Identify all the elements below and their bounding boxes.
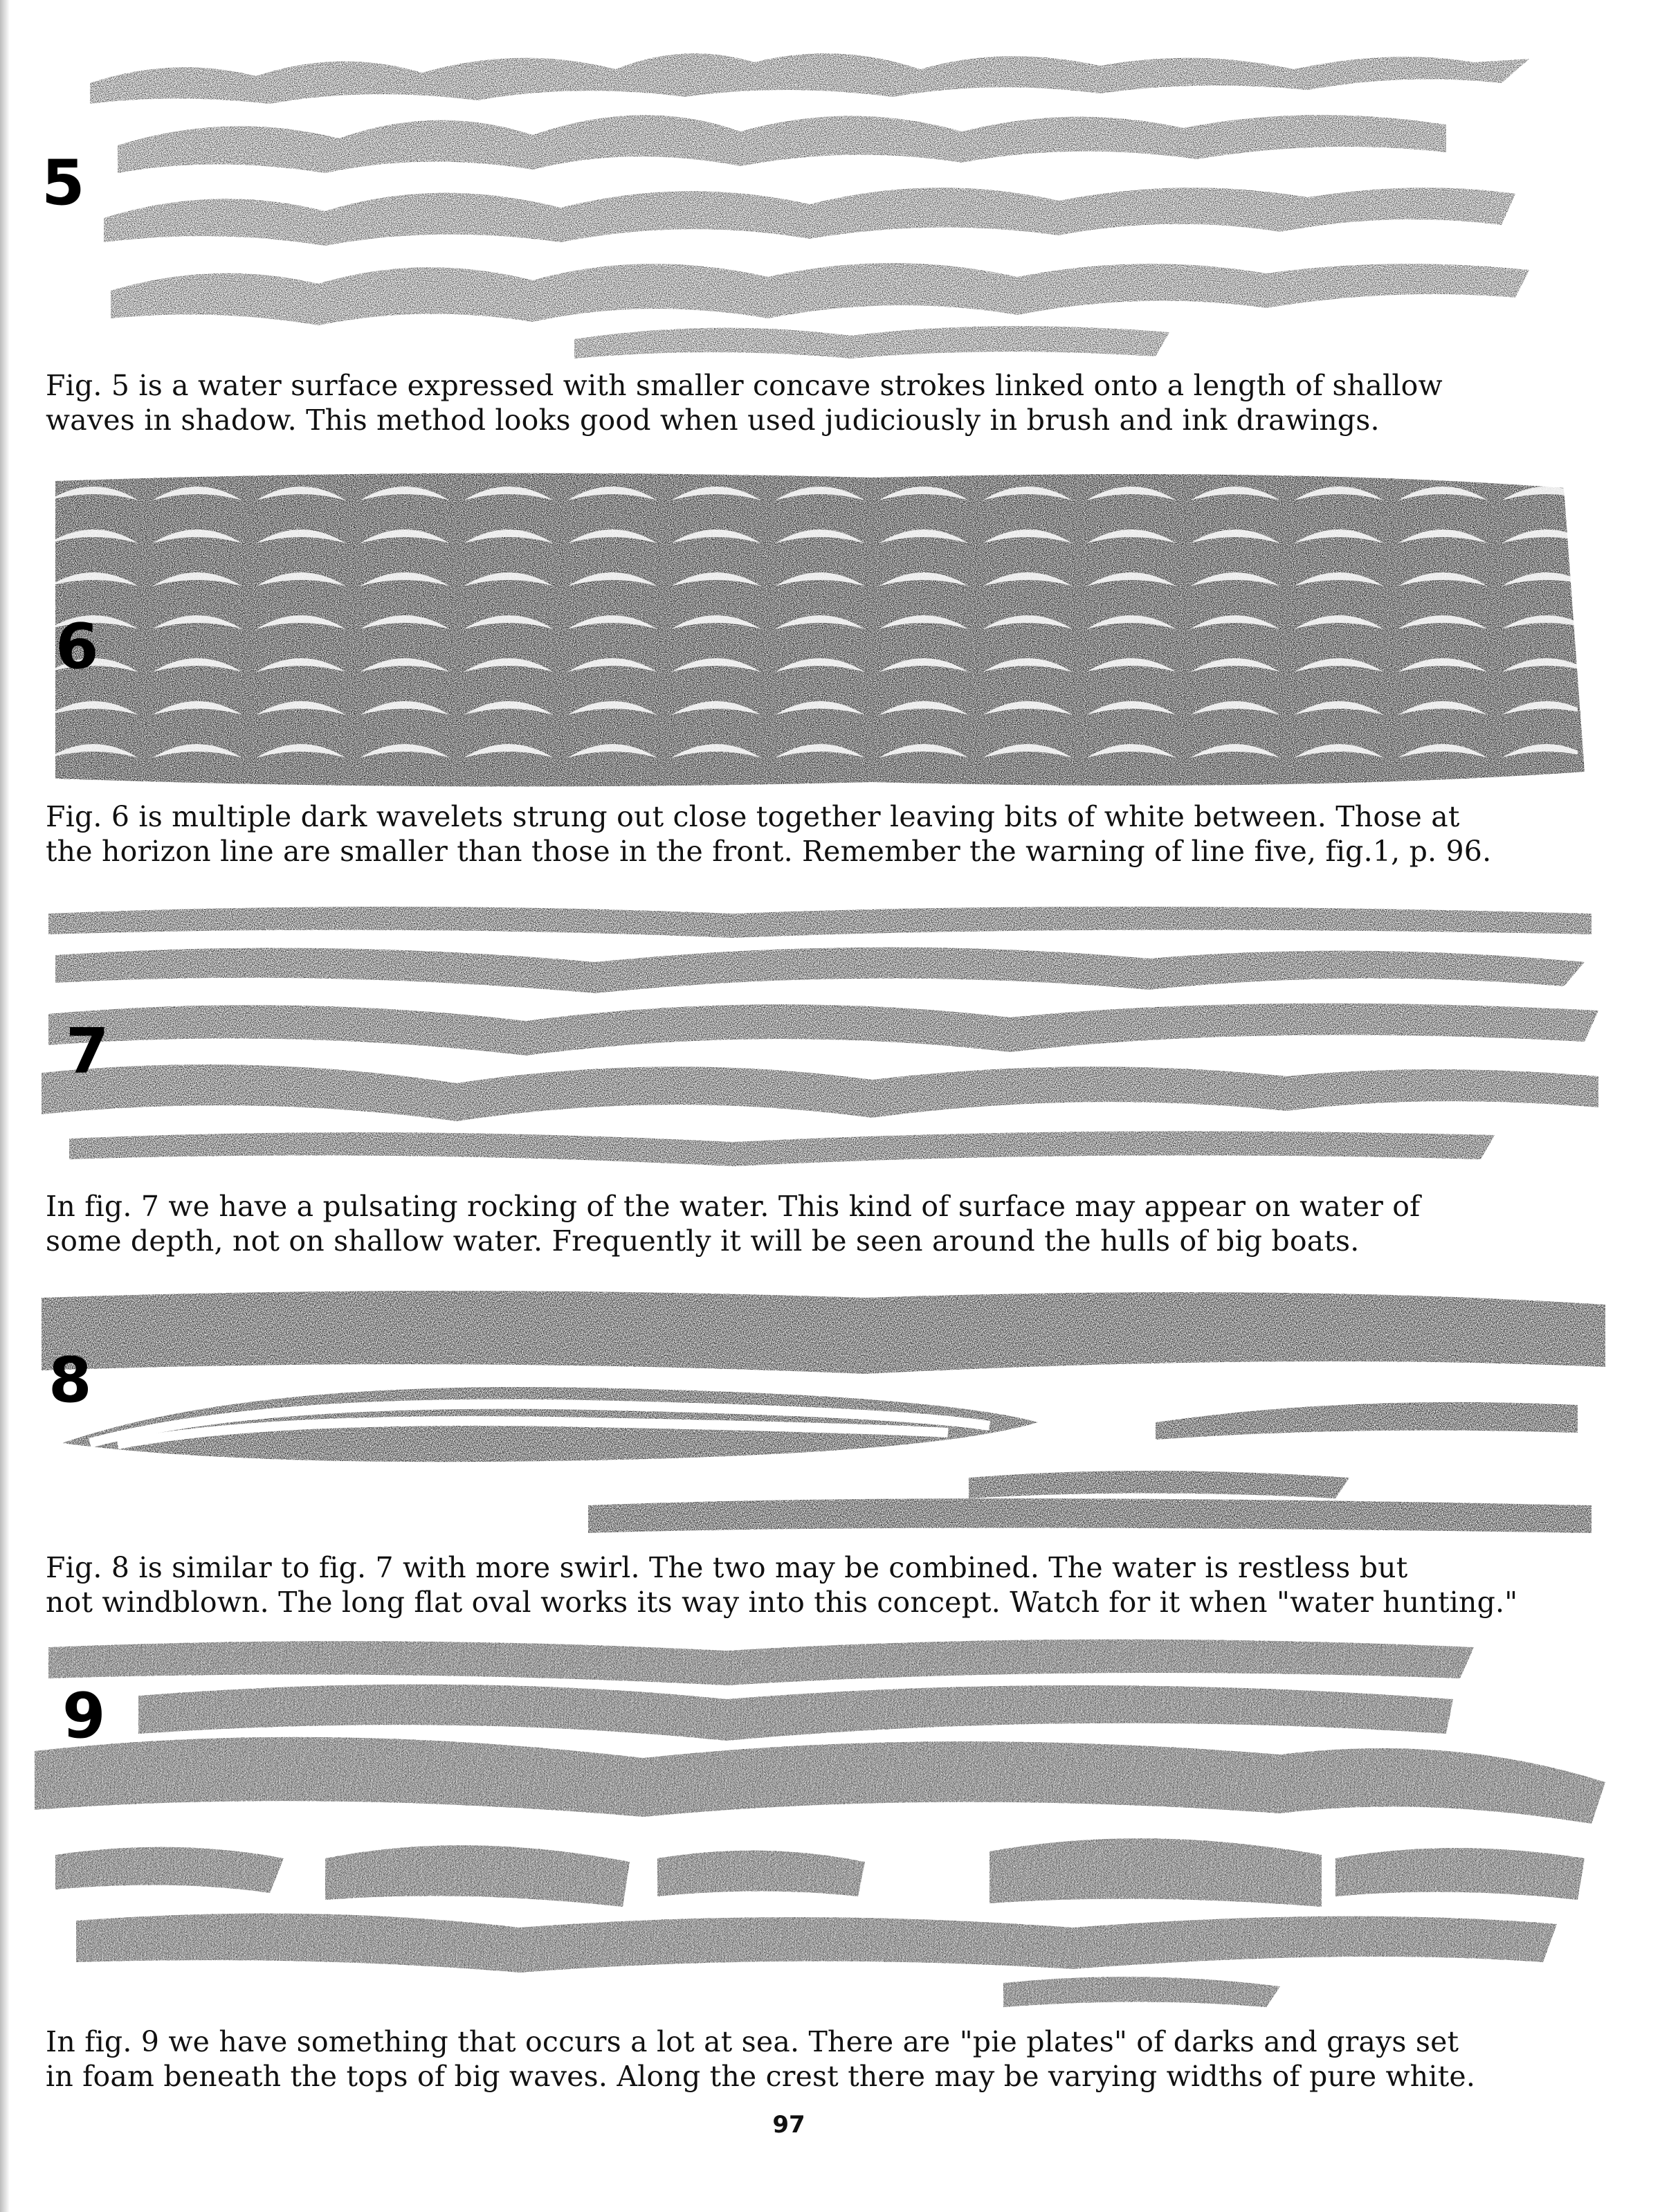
figure-6-number: 6 bbox=[55, 610, 99, 683]
figure-8-caption bbox=[46, 1550, 1637, 1620]
figure-6-illustration bbox=[42, 467, 1592, 792]
figure-7-illustration bbox=[42, 893, 1605, 1184]
page-number: 97 bbox=[772, 2111, 805, 2139]
figure-5-caption bbox=[46, 368, 1637, 437]
figure-7-caption-line: some depth, not on shallow water. Frequently it will be seen around the hulls of big boats. bbox=[46, 1224, 1360, 1258]
figure-6-waves bbox=[42, 467, 1592, 792]
figure-5-caption-line: waves in shadow. This method looks good when used judiciously in brush and ink drawings. bbox=[46, 404, 1380, 437]
figure-5-waves bbox=[90, 42, 1550, 360]
figure-9-waves bbox=[35, 1630, 1612, 2018]
figure-8-illustration bbox=[35, 1284, 1612, 1540]
figure-8-number: 8 bbox=[48, 1344, 92, 1417]
figure-7-number: 7 bbox=[66, 1015, 109, 1088]
figure-9-caption-line: in foam beneath the tops of big waves. Along the crest there may be varying widths of pure white. bbox=[46, 2060, 1476, 2093]
figure-9-caption-line: In fig. 9 we have something that occurs a lot at sea. There are "pie plates" of darks and grays set bbox=[46, 2025, 1459, 2058]
figure-7-caption-line: In fig. 7 we have a pulsating rocking of the water. This kind of surface may appear on water of bbox=[46, 1190, 1421, 1223]
figure-5-illustration bbox=[42, 42, 1550, 360]
figure-9-illustration bbox=[35, 1630, 1612, 2018]
figure-6-caption-line: Fig. 6 is multiple dark wavelets strung out close together leaving bits of white between. Those at bbox=[46, 800, 1460, 833]
figure-5-caption-line: Fig. 5 is a water surface expressed with smaller concave strokes linked onto a length of shallow bbox=[46, 369, 1443, 402]
page-edge-shadow bbox=[0, 0, 10, 2212]
figure-5-number: 5 bbox=[42, 147, 85, 219]
figure-7-caption bbox=[46, 1189, 1637, 1258]
figure-8-caption-line: not windblown. The long flat oval works its way into this concept. Watch for it when "water hunting." bbox=[46, 1586, 1518, 1619]
figure-9-number: 9 bbox=[62, 1680, 106, 1752]
figure-8-waves bbox=[35, 1284, 1612, 1540]
figure-8-caption-line: Fig. 8 is similar to fig. 7 with more swirl. The two may be combined. The water is restless but bbox=[46, 1551, 1408, 1584]
figure-7-waves bbox=[42, 893, 1605, 1184]
figure-6-caption bbox=[46, 799, 1637, 869]
figure-6-caption-line: the horizon line are smaller than those in the front. Remember the warning of line five, fig.1, p. 96. bbox=[46, 835, 1492, 868]
figure-9-caption bbox=[46, 2024, 1637, 2094]
